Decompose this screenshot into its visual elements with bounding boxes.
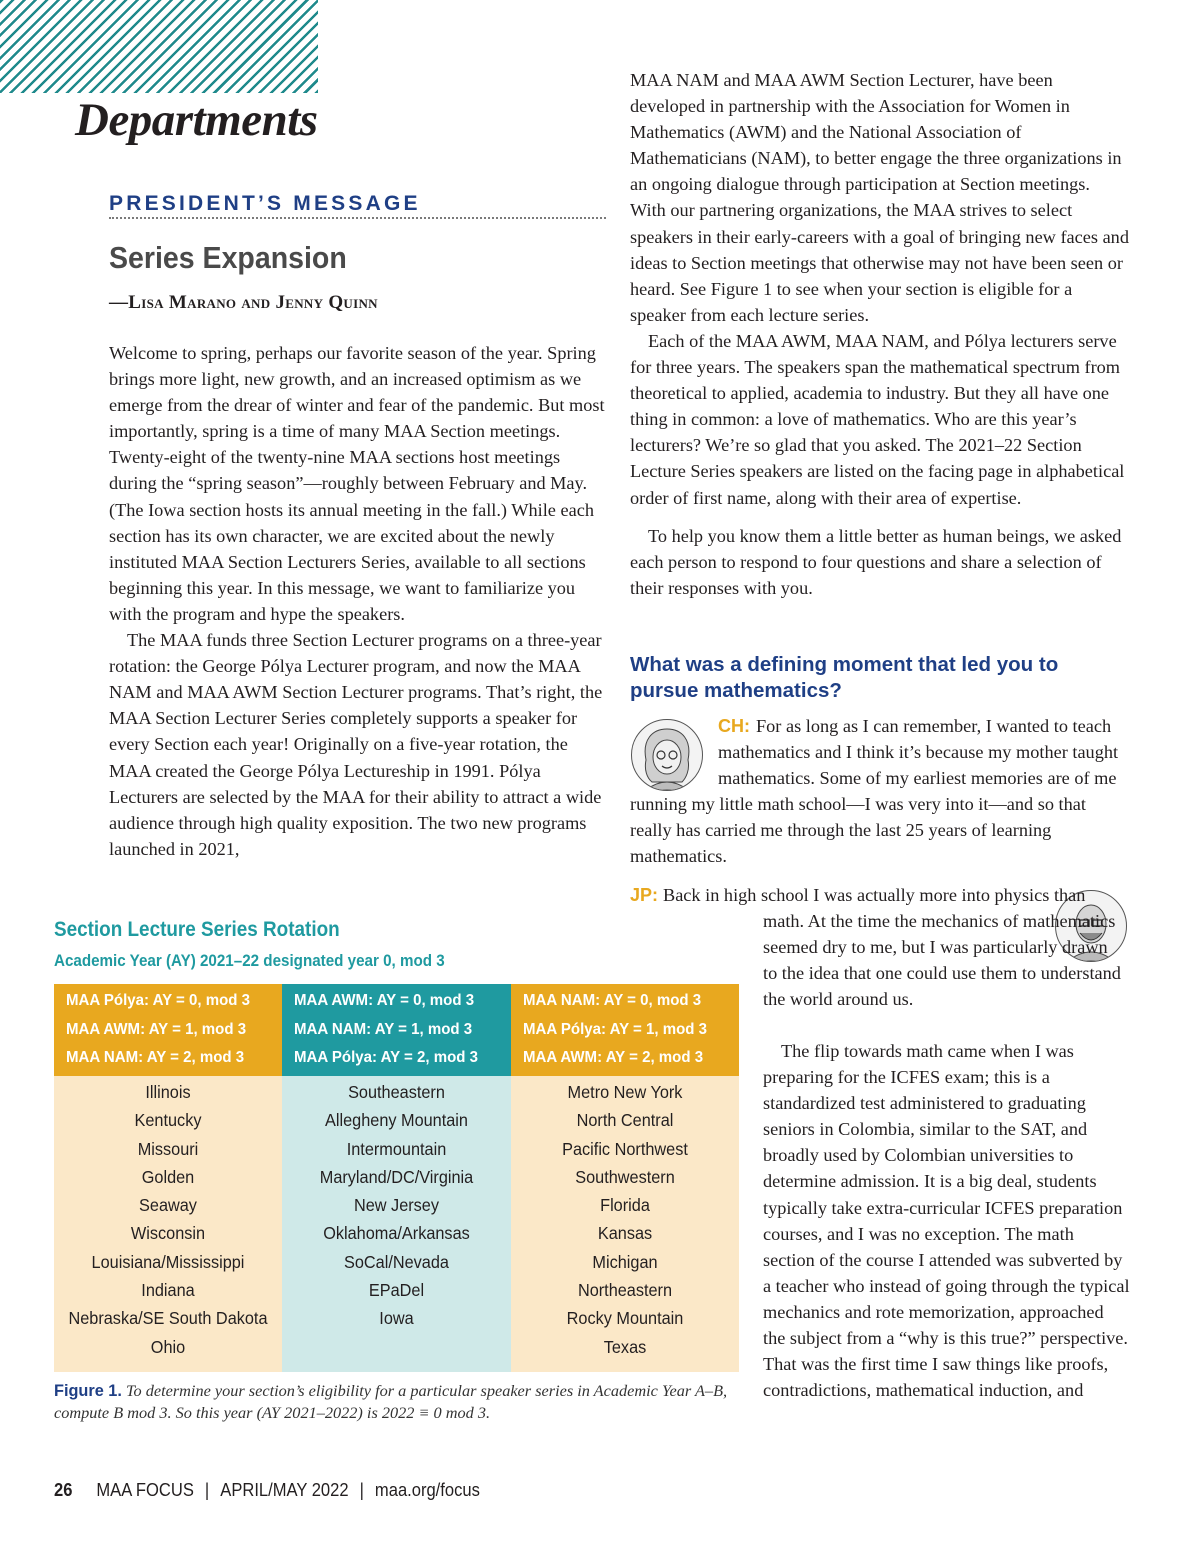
column-header xyxy=(54,984,282,1076)
column-body xyxy=(282,1076,511,1372)
rotation-table xyxy=(54,984,740,1372)
section-name: Indiana xyxy=(141,1280,195,1301)
header-line: MAA Pólya: AY = 0, mod 3 xyxy=(66,992,251,1009)
paragraph: To help you know them a little better as human beings, we asked each person to respond to four questions and share a selection of their responses with you. xyxy=(630,525,1122,598)
ch-initials: CH: xyxy=(718,716,750,736)
header-line: MAA AWM: AY = 0, mod 3 xyxy=(294,992,475,1009)
section-name: Rocky Mountain xyxy=(566,1308,684,1329)
header-line: MAA NAM: AY = 2, mod 3 xyxy=(66,1049,245,1066)
section-name: Texas xyxy=(603,1336,647,1357)
section-name: Iowa xyxy=(379,1308,414,1329)
footer-separator: | xyxy=(359,1480,364,1500)
section-name: Allegheny Mountain xyxy=(325,1110,468,1131)
section-name: Missouri xyxy=(137,1138,199,1159)
jp-initials: JP: xyxy=(630,885,659,905)
ch-answer-text: For as long as I can remember, I wanted to teach mathematics and I think it’s because my mother taught mathematics. Some of my earliest memories are of me running my little math school—I was very into it—and so that really has carried me through the last 25 years of learning mathematics. xyxy=(630,716,1119,867)
section-name: Pacific Northwest xyxy=(562,1138,688,1159)
section-name: Kansas xyxy=(597,1223,653,1244)
header-line: MAA Pólya: AY = 2, mod 3 xyxy=(294,1049,479,1066)
section-name: Metro New York xyxy=(567,1082,683,1102)
section-name: Northeastern xyxy=(577,1280,673,1301)
department-heading: Departments xyxy=(75,94,318,146)
section-name: Wisconsin xyxy=(130,1223,206,1244)
rotation-column xyxy=(54,984,282,1372)
caption-text: To determine your section’s eligibility for a particular speaker series in Academic Year A–B, compute B mod 3. So this year (AY 2021–2022) is 2022 ≡ 0 mod 3. xyxy=(54,1381,728,1422)
column-body xyxy=(511,1076,739,1372)
section-name: Louisiana/Mississippi xyxy=(91,1251,245,1272)
section-name: Golden xyxy=(141,1166,195,1187)
publication-name: MAA FOCUS xyxy=(96,1480,194,1500)
header-line: MAA AWM: AY = 2, mod 3 xyxy=(523,1049,704,1066)
section-name: Maryland/DC/Virginia xyxy=(319,1166,474,1187)
column-header xyxy=(511,984,739,1076)
question-heading: What was a defining moment that led you to pursue mathematics? xyxy=(630,653,1059,702)
caption-label: Figure 1. xyxy=(54,1382,122,1400)
header-line: MAA Pólya: AY = 1, mod 3 xyxy=(523,1020,708,1038)
section-name: Kentucky xyxy=(134,1110,202,1131)
page-number: 26 xyxy=(54,1480,73,1500)
section-name: North Central xyxy=(576,1110,674,1131)
right-column xyxy=(630,67,1130,601)
footer-separator: | xyxy=(204,1480,210,1500)
section-name: New Jersey xyxy=(353,1195,440,1216)
paragraph: MAA NAM and MAA AWM Section Lecturer, have been developed in partnership with the Association for Women in Mathematics (AWM) and the National Association of Mathematicians (NAM), to better engage the three organizations in an ongoing dialogue through participation at Section meetings. With our partnering organizations, the MAA strives to select speakers in their early-careers with a goal of bringing new faces and ideas to Section meetings that otherwise may not have been seen or heard. See Figure 1 to see when your section is eligible for a speaker from each lecture series. xyxy=(630,70,1129,325)
column-header xyxy=(282,984,511,1076)
paragraph: The flip towards math came when I was preparing for the ICFES exam; this is a standardized test administered to graduating seniors in Colombia, similar to the SAT, and broadly used by Colombian universities to determine admission. It is a big deal, students typically take extra-curricular ICFES preparation courses, and I was no exception. The math section of the course I attended was subverted by a teacher who instead of going through the typical mechanics and rote memorization, approached the subject from a “why is this true?” perspective. That was the first time I saw things like proofs, contradictions, mathematical induction, and xyxy=(763,1041,1130,1401)
section-name: Ohio xyxy=(150,1336,186,1357)
section-name: Intermountain xyxy=(346,1138,447,1159)
rotation-column xyxy=(282,984,511,1372)
article-title: Series Expansion xyxy=(109,240,347,275)
footer-url[interactable]: maa.org/focus xyxy=(374,1480,480,1500)
section-name: Nebraska/SE South Dakota xyxy=(68,1308,268,1329)
section-name: SoCal/Nevada xyxy=(344,1251,449,1272)
section-name: Florida xyxy=(600,1195,650,1216)
figure-caption xyxy=(54,1380,744,1424)
column-body xyxy=(54,1076,282,1372)
issue-date: APRIL/MAY 2022 xyxy=(220,1480,349,1500)
paragraph: The MAA funds three Section Lecturer programs on a three-year rotation: the George Pólya Lecturer program, and now the MAA NAM and MAA AWM Section Lecturer programs. That’s right, the MAA Section Lecturer Series completely supports a speaker for every Section each year! Originally on a five-year rotation, the MAA created the George Pólya Lectureship in 1991. Pólya Lecturers are selected by the MAA for their ability to attract a wide audience through high quality exposition. The two new programs launched in 2021, xyxy=(109,630,603,859)
decorative-hatch xyxy=(0,0,318,93)
section-name: Oklahoma/Arkansas xyxy=(323,1223,470,1244)
jp-answer-continued xyxy=(763,1038,1130,1403)
section-name: Southwestern xyxy=(575,1166,675,1187)
page-footer xyxy=(54,1480,480,1501)
figure-title: Section Lecture Series Rotation xyxy=(54,918,340,941)
header-line: MAA AWM: AY = 1, mod 3 xyxy=(66,1020,247,1038)
section-name: EPaDel xyxy=(368,1280,425,1301)
section-name: Southeastern xyxy=(348,1082,445,1102)
jp-answer-1: Back in high school I was actually more into physics than math. At the time the mechanics of mathematics seemed dry to me, but I was particularly drawn to the idea that one could use them to understand the world around us. xyxy=(663,885,1121,1010)
header-line: MAA NAM: AY = 0, mod 3 xyxy=(523,992,702,1009)
section-name: Michigan xyxy=(592,1251,658,1272)
header-line: MAA NAM: AY = 1, mod 3 xyxy=(294,1020,473,1038)
figure-subtitle: Academic Year (AY) 2021–22 designated year 0, mod 3 xyxy=(54,952,445,970)
paragraph: Each of the MAA AWM, MAA NAM, and Pólya lecturers serve for three years. The speakers span the mathematical spectrum from theoretical to applied, academia to industry. But they all have one thing in common: a love of mathematics. Who are this year’s lecturers? We’re so glad that you asked. The 2021–22 Section Lecture Series speakers are listed on the facing page in alphabetical order of first name, along with their area of expertise. xyxy=(630,330,1125,508)
section-name: Illinois xyxy=(145,1082,191,1102)
ch-answer-text-block xyxy=(630,713,1130,870)
article-byline: —Lisa Marano and Jenny Quinn xyxy=(109,292,378,313)
section-name: Seaway xyxy=(139,1195,197,1216)
paragraph: Welcome to spring, perhaps our favorite season of the year. Spring brings more light, new growth, and an increased optimism as we emerge from the drear of winter and fear of the pandemic. But most importantly, spring is a time of many MAA Section meetings. Twenty-eight of the twenty-nine MAA sections host meetings during the “spring season”—roughly between February and May. (The Iowa section hosts its annual meeting in the fall.) While each section has its own character, we are excited about the newly instituted MAA Section Lecturers Series, available to all sections beginning this year. In this message, we want to familiarize you with the program and hype the speakers. xyxy=(109,343,605,624)
rotation-column xyxy=(511,984,739,1372)
left-column xyxy=(109,340,609,862)
column-kicker: PRESIDENT’S MESSAGE xyxy=(109,192,606,219)
